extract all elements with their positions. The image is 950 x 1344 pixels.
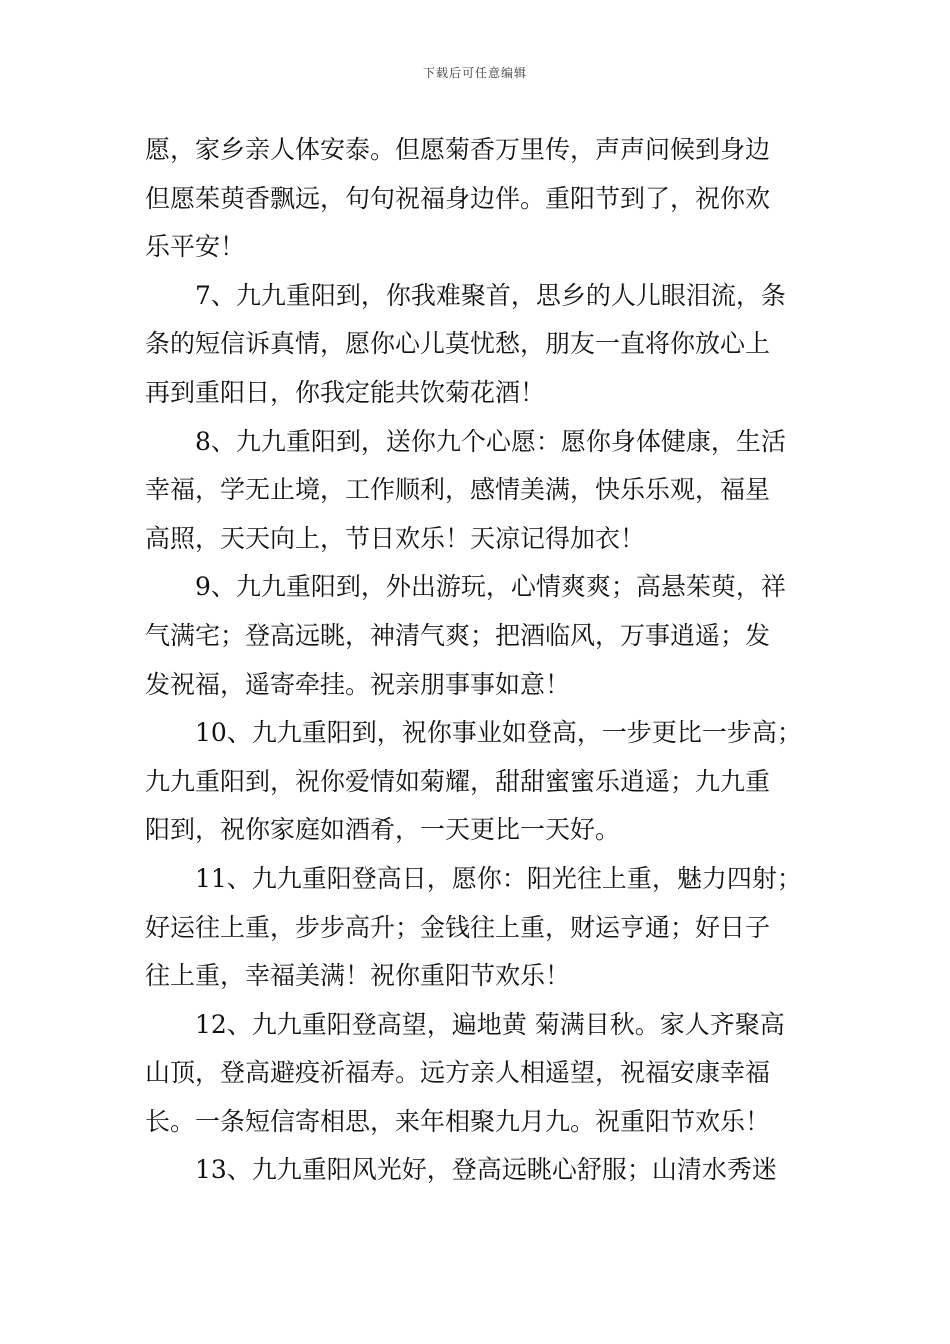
text-line: 愿，家乡亲人体安泰。但愿菊香万里传，声声问候到身边 <box>145 135 771 164</box>
paragraph-start-line: 13、九九重阳风光好，登高远眺心舒服；山清水秀迷 <box>195 1155 777 1185</box>
text-line: 再到重阳日，你我定能共饮菊花酒！ <box>145 377 546 407</box>
text-line: 好运往上重，步步高升；金钱往上重，财运亨通；好日子 <box>145 912 771 942</box>
text-line: 阳到，祝你家庭如酒肴，一天更比一天好。 <box>145 815 621 845</box>
text-line: 高照，天天向上，节日欢乐！天凉记得加衣！ <box>145 523 646 553</box>
text-line: 发祝福，遥寄牵挂。祝亲朋事事如意！ <box>145 669 571 699</box>
text-line: 长。一条短信寄相思，来年相聚九月九。祝重阳节欢乐！ <box>145 1106 771 1136</box>
paragraph-start-line: 10、九九重阳到，祝你事业如登高，一步更比一步高； <box>195 718 802 748</box>
document-body <box>145 126 825 1195</box>
text-line: 山顶，登高避疫祈福寿。远方亲人相遥望，祝福安康幸福 <box>145 1058 771 1088</box>
text-line: 九九重阳到，祝你爱情如菊耀，甜甜蜜蜜乐逍遥；九九重 <box>145 766 771 796</box>
page-header: 下载后可任意编辑 <box>422 66 527 80</box>
paragraph-start-line: 11、九九重阳登高日，愿你：阳光往上重，魅力四射； <box>195 863 802 893</box>
text-line: 乐平安！ <box>145 232 246 262</box>
text-line: 气满宅；登高远眺，神清气爽；把酒临风，万事逍遥；发 <box>145 620 771 650</box>
paragraph-start-line: 8、九九重阳到，送你九个心愿：愿你身体健康，生活 <box>195 426 786 456</box>
text-line: 条的短信诉真情，愿你心儿莫忧愁，朋友一直将你放心上 <box>145 329 771 359</box>
text-line: 往上重，幸福美满！祝你重阳节欢乐！ <box>145 961 571 991</box>
paragraph-start-line: 9、九九重阳到，外出游玩，心情爽爽；高悬茱萸，祥 <box>195 572 786 602</box>
text-line: 幸福，学无止境，工作顺利，感情美满，快乐乐观，福星 <box>145 475 771 505</box>
text-line: 但愿茱萸香飘远，句句祝福身边伴。重阳节到了，祝你欢 <box>145 183 771 213</box>
paragraph-start-line: 7、九九重阳到，你我难聚首，思乡的人儿眼泪流，条 <box>195 280 786 310</box>
paragraph-start-line: 12、九九重阳登高望，遍地黄 菊满目秋。家人齐聚高 <box>195 1009 785 1039</box>
